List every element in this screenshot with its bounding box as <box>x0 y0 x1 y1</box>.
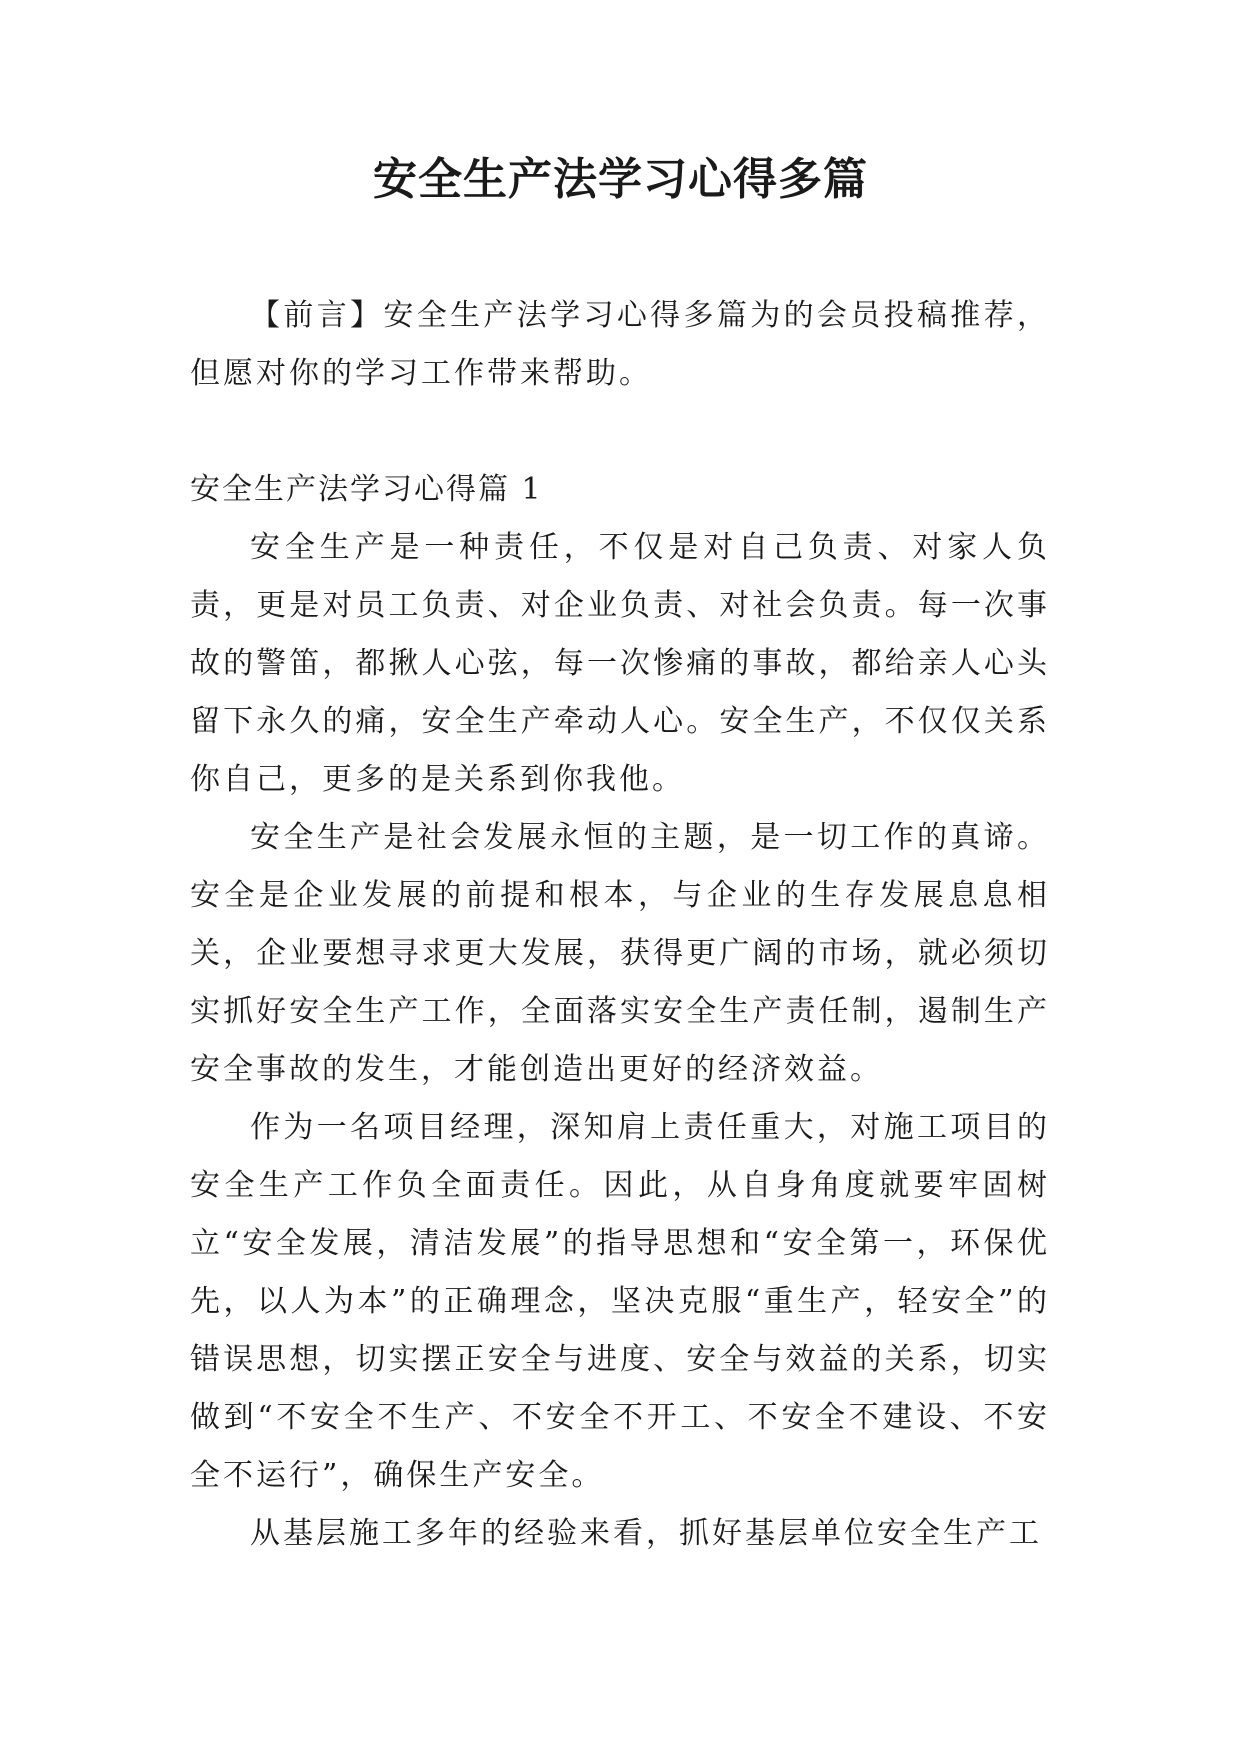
body-paragraph-3: 作为一名项目经理，深知肩上责任重大，对施工项目的安全生产工作负全面责任。因此，从自身角度就要牢固树立“安全发展，清洁发展”的指导思想和“安全第一，环保优先，以人为本”的正确理念，坚决克服“重生产，轻安全”的错误思想，切实摆正安全与进度、安全与效益的关系，切实做到“不安全不生产、不安全不开工、不安全不建设、不安全不运行”，确保生产安全。 <box>190 1110 1050 1493</box>
preface-paragraph: 【前言】安全生产法学习心得多篇为的会员投稿推荐，但愿对你的学习工作带来帮助。 <box>190 298 1050 391</box>
section-heading: 安全生产法学习心得篇 1 <box>190 472 543 507</box>
document-body <box>190 287 1050 1563</box>
body-paragraph-1: 安全生产是一种责任，不仅是对自己负责、对家人负责，更是对员工负责、对企业负责、对社会负责。每一次事故的警笛，都揪人心弦，每一次惨痛的事故，都给亲人心头留下永久的痛，安全生产牵动人心。安全生产，不仅仅关系你自己，更多的是关系到你我他。 <box>190 530 1050 797</box>
body-paragraph-2: 安全生产是社会发展永恒的主题，是一切工作的真谛。安全是企业发展的前提和根本，与企业的生存发展息息相关，企业要想寻求更大发展，获得更广阔的市场，就必须切实抓好安全生产工作，全面落实安全生产责任制，遏制生产安全事故的发生，才能创造出更好的经济效益。 <box>190 820 1050 1087</box>
document-title: 安全生产法学习心得多篇 <box>373 154 868 205</box>
body-paragraph-4: 从基层施工多年的经验来看，抓好基层单位安全生产工 <box>250 1516 1042 1551</box>
